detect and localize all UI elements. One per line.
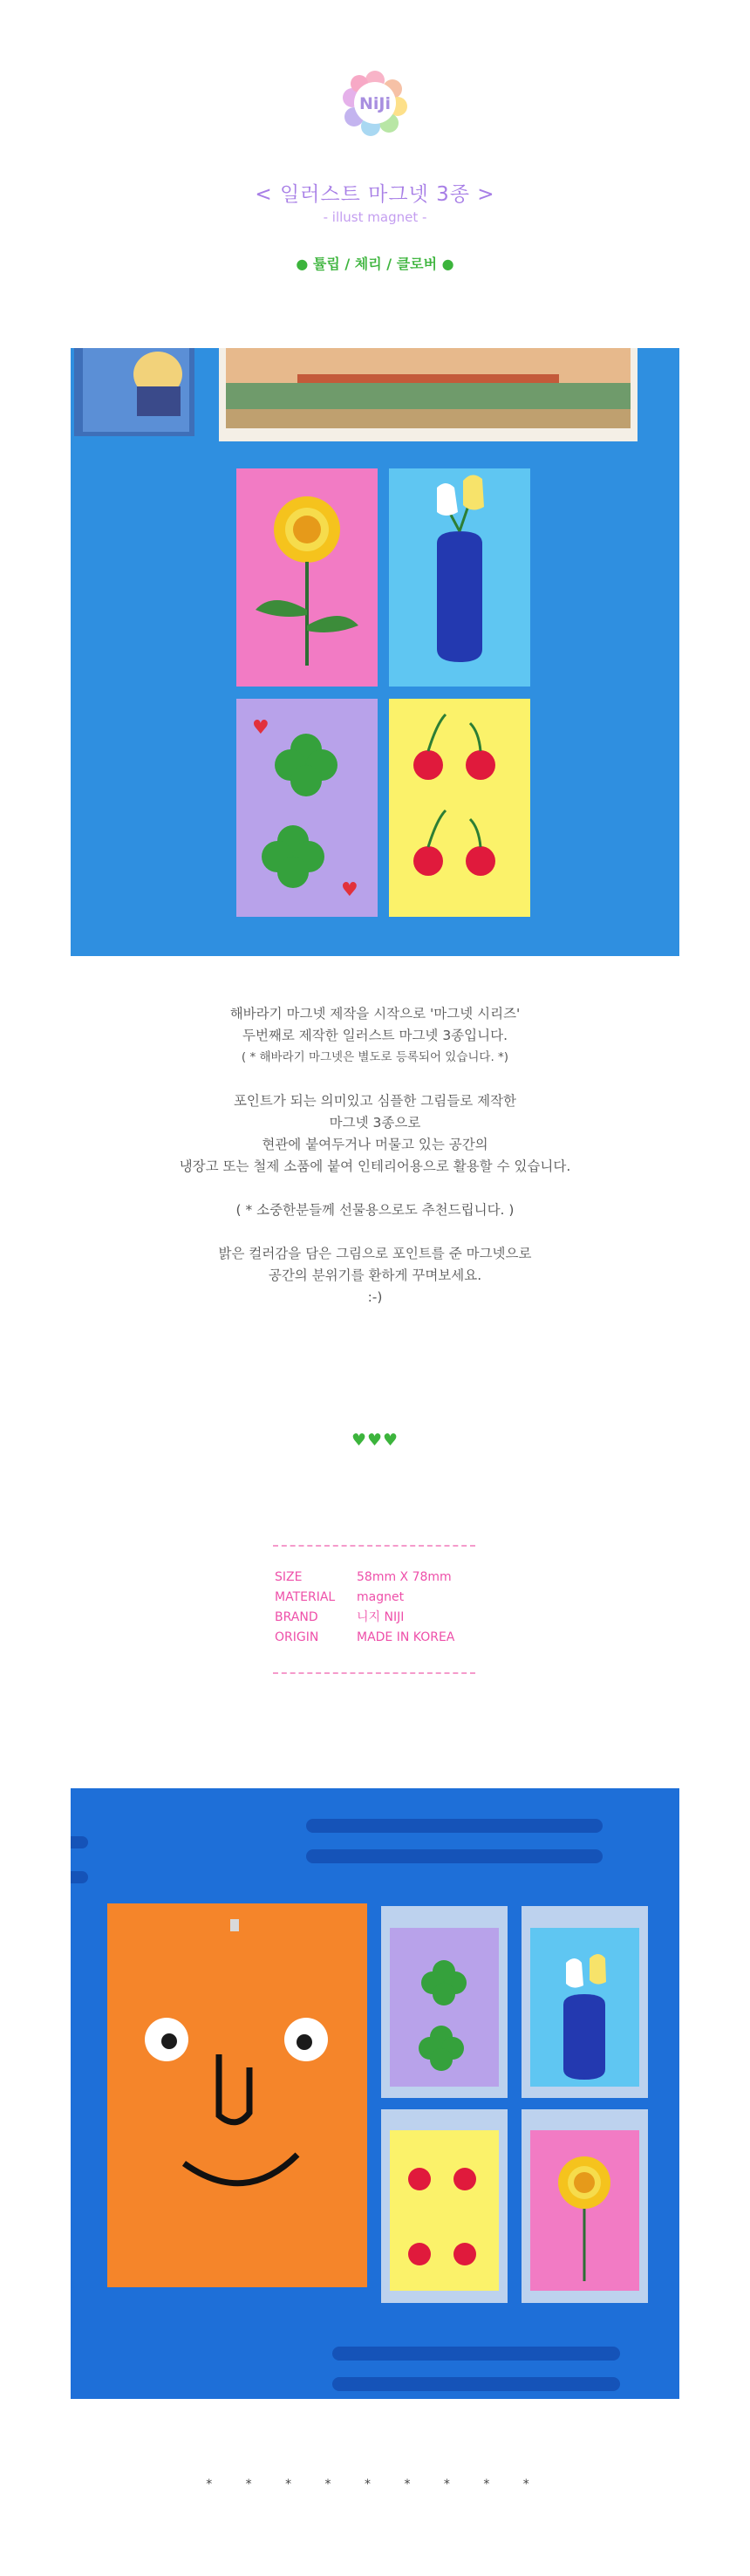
spec-divider-top xyxy=(273,1545,475,1547)
description-note: ( * 소중한분들께 선물용으로도 추천드립니다. ) xyxy=(235,1202,515,1218)
description-spacer xyxy=(0,1221,750,1243)
description-line: :-) xyxy=(367,1289,383,1305)
spec-key: ORIGIN xyxy=(275,1630,319,1644)
description-line: 두번째로 제작한 일러스트 마그넷 3종입니다. xyxy=(242,1028,508,1043)
page-title: < 일러스트 마그넷 3종 > xyxy=(255,183,495,206)
spec-table xyxy=(275,1568,454,1648)
product-photo-packaged-magnets xyxy=(71,1788,679,2399)
page-subtitle: - illust magnet - xyxy=(323,209,427,225)
spec-row-brand xyxy=(275,1608,454,1628)
description-line: 공간의 분위기를 환하게 꾸며보세요. xyxy=(268,1268,482,1283)
spec-row-size xyxy=(275,1568,454,1588)
spec-value: 58mm X 78mm xyxy=(357,1570,452,1584)
spec-value: 니지 NIJI xyxy=(357,1610,405,1624)
niji-logo xyxy=(342,70,408,136)
spec-row-material xyxy=(275,1588,454,1608)
hearts-divider: ♥♥♥ xyxy=(351,1431,399,1450)
spec-key: SIZE xyxy=(275,1570,303,1584)
spec-row-origin xyxy=(275,1628,454,1648)
description-note: ( * 해바라기 마그넷은 별도로 등록되어 있습니다. *) xyxy=(241,1050,509,1064)
footer-stars: * * * * * * * * * xyxy=(206,2477,544,2491)
spec-divider-bottom xyxy=(273,1672,475,1674)
logo-text: NiJi xyxy=(359,94,391,113)
spec-key: MATERIAL xyxy=(275,1590,336,1604)
description-line: 마그넷 3종으로 xyxy=(329,1115,421,1131)
spec-value: MADE IN KOREA xyxy=(357,1630,455,1644)
description-spacer xyxy=(0,1178,750,1199)
svg-text:♥: ♥ xyxy=(252,717,269,739)
description-line: 해바라기 마그넷 제작을 시작으로 '마그넷 시리즈' xyxy=(229,1006,521,1022)
spec-value: magnet xyxy=(357,1590,405,1604)
description-line: 현관에 붙여두거나 머물고 있는 공간의 xyxy=(262,1137,488,1152)
description-line: 포인트가 되는 의미있고 심플한 그림들로 제작한 xyxy=(233,1093,517,1109)
svg-text:♥: ♥ xyxy=(341,879,358,901)
spec-key: BRAND xyxy=(275,1610,318,1624)
description-line: 냉장고 또는 철제 소품에 붙여 인테리어용으로 활용할 수 있습니다. xyxy=(179,1158,571,1174)
variant-list: ● 튤립 / 체리 / 클로버 ● xyxy=(296,256,454,272)
description-spacer xyxy=(0,1069,750,1090)
product-description xyxy=(0,1003,750,1308)
description-line: 밝은 컬러감을 담은 그림으로 포인트를 준 마그넷으로 xyxy=(218,1246,532,1261)
product-photo-magnets-on-blue xyxy=(71,348,679,956)
